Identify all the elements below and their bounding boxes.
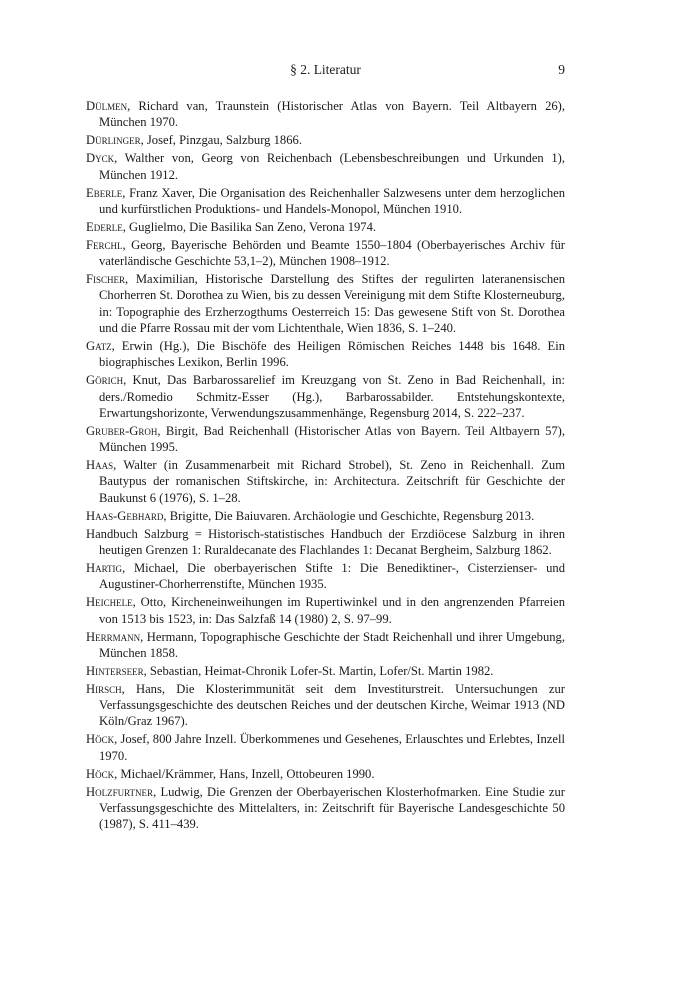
entry-author: Holzfurtner	[86, 784, 154, 799]
page-number: 9	[558, 62, 565, 77]
entry-author: Dyck	[86, 151, 115, 166]
entry-text: , Hermann, Topographische Geschichte der Stadt Reichenhall und ihrer Umgebung, München 1858.	[99, 629, 565, 660]
entry-author: Dülmen	[86, 99, 128, 113]
entry-text: , Josef, 800 Jahre Inzell. Überkommenes und Gesehenes, Erlauschtes und Erlebtes, Inzell 1970.	[99, 732, 565, 763]
entry-text: , Guglielmo, Die Basilika San Zeno, Verona 1974.	[122, 219, 377, 234]
entry-text: , Otto, Kircheneinweihungen im Rupertiwinkel und in den angrenzenden Pfarreien von 1513 bis 1523, in: Das Salzfaß 14 (1980) 2, S. 97–99.	[99, 595, 565, 626]
entry-text: , Josef, Pinzgau, Salzburg 1866.	[140, 133, 302, 148]
entry-text: , Maximilian, Historische Darstellung des Stiftes der regulirten lateranensischen Chorherren St. Dorothea zu Wien, bis zu dessen Vereinigung mit dem Stifte Klosterneuburg, in: Topographie des Erzherzogthums Oesterreich 15: Das gewesene Stift von St. Dorothea und die Pfarre Rossau mit der vom Lichtenthale, Wien 1836, S. 1–240.	[99, 272, 565, 335]
entry-text: Handbuch Salzburg = Historisch-statistisches Handbuch der Erzdiöcese Salzburg in ihren heutigen Grenzen 1: Ruraldecanate des Flachlandes 1: Decanat Bergheim, Salzburg 1862.	[86, 526, 565, 557]
entry-author: Görich	[86, 373, 124, 388]
entry-text: , Michael, Die oberbayerischen Stifte 1: Die Benediktiner-, Cisterzienser- und Augustiner-Chorherrenstifte, München 1935.	[99, 560, 565, 592]
entry-author: Gatz	[86, 338, 112, 353]
bibliography-entry	[86, 731, 565, 764]
bibliography-entry	[86, 594, 565, 627]
entry-author: Heichele	[86, 595, 133, 610]
entry-author: Hinterseer	[86, 663, 144, 678]
entry-text: , Birgit, Bad Reichenhall (Historischer Atlas von Bayern. Teil Altbayern 57), München 1995.	[99, 423, 565, 455]
bibliography-entry	[86, 338, 565, 371]
entry-text: , Georg, Bayerische Behörden und Beamte 1550–1804 (Oberbayerisches Archiv für vaterländische Geschichte 53,1–2), München 1908–1912.	[99, 237, 565, 269]
entry-author: Höck	[86, 732, 115, 747]
bibliography-entry	[86, 560, 565, 593]
entry-author: Gruber-Groh	[86, 423, 158, 438]
bibliography-entry	[86, 457, 565, 506]
entry-text: , Erwin (Hg.), Die Bischöfe des Heiligen Römischen Reiches 1448 bis 1648. Ein biographisches Lexikon, Berlin 1996.	[99, 338, 565, 370]
section-title: § 2. Literatur	[290, 62, 361, 77]
bibliography-entry	[86, 219, 565, 235]
entry-author: Haas	[86, 458, 114, 473]
bibliography-entry	[86, 372, 565, 421]
entry-author: Eberle	[86, 185, 123, 200]
entry-author: Fischer	[86, 272, 126, 287]
bibliography-entry	[86, 663, 565, 679]
entry-text: , Michael/Krämmer, Hans, Inzell, Ottobeuren 1990.	[114, 766, 375, 781]
bibliography-entry	[86, 784, 565, 833]
entry-text: , Hans, Die Klosterimmunität seit dem Investiturstreit. Untersuchungen zur Verfassungsgeschichte des deutschen Reiches und der deutschen Kirche, Weimar 1913 (ND Köln/Graz 1967).	[99, 681, 565, 729]
entry-author: Ederle	[86, 219, 123, 234]
bibliography-entry	[86, 629, 565, 662]
entry-text: , Knut, Das Barbarossarelief im Kreuzgang von St. Zeno in Bad Reichenhall, in: ders./Romedio Schmitz-Esser (Hg.), Barbarossabilder. Entstehungskontexte, Erwartungshorizonte, Verwendungszusammenhänge, Regensburg 2014, S. 222–237.	[99, 373, 565, 420]
entry-author: Haas-Gebhard	[86, 508, 164, 523]
entry-text: , Walter (in Zusammenarbeit mit Richard Strobel), St. Zeno in Reichenhall. Zum Bautypus der romanischen Stiftskirche, in: Architectura. Zeitschrift für Geschichte der Baukunst 6 (1976), S. 1–28.	[99, 458, 565, 505]
bibliography-entry	[86, 237, 565, 270]
bibliography-entry	[86, 681, 565, 730]
bibliography-list	[86, 98, 565, 834]
bibliography-entry	[86, 526, 565, 559]
entry-author: Ferchl	[86, 237, 123, 252]
bibliography-entry	[86, 271, 565, 336]
bibliography-entry	[86, 508, 565, 524]
bibliography-entry	[86, 766, 565, 782]
bibliography-entry	[86, 150, 565, 183]
entry-author: Dürlinger	[86, 133, 141, 148]
entry-author: Hartig	[86, 560, 123, 575]
entry-author: Höck	[86, 766, 115, 781]
entry-text: , Brigitte, Die Baiuvaren. Archäologie und Geschichte, Regensburg 2013.	[163, 508, 535, 523]
entry-text: , Richard van, Traunstein (Historischer Atlas von Bayern. Teil Altbayern 26), München 1970.	[99, 99, 565, 130]
entry-text: , Sebastian, Heimat-Chronik Lofer-St. Martin, Lofer/St. Martin 1982.	[143, 663, 494, 678]
entry-text: , Franz Xaver, Die Organisation des Reichenhaller Salzwesens unter dem herzoglichen und kurfürstlichen Produktions- und Handels-Monopol, München 1910.	[99, 185, 565, 216]
entry-text: , Ludwig, Die Grenzen der Oberbayerischen Klosterhofmarken. Eine Studie zur Verfassungsgeschichte des Mittelalters, in: Zeitschrift für Bayerische Landesgeschichte 50 (1987), S. 411–439.	[99, 784, 565, 832]
running-head	[86, 61, 565, 79]
entry-author: Hirsch	[86, 681, 122, 696]
bibliography-entry	[86, 185, 565, 218]
entry-text: , Walther von, Georg von Reichenbach (Lebensbeschreibungen und Urkunden 1), München 1912.	[99, 151, 565, 182]
entry-author: Herrmann	[86, 629, 141, 644]
bibliography-entry	[86, 132, 565, 148]
bibliography-entry	[86, 423, 565, 456]
bibliography-entry	[86, 98, 565, 131]
